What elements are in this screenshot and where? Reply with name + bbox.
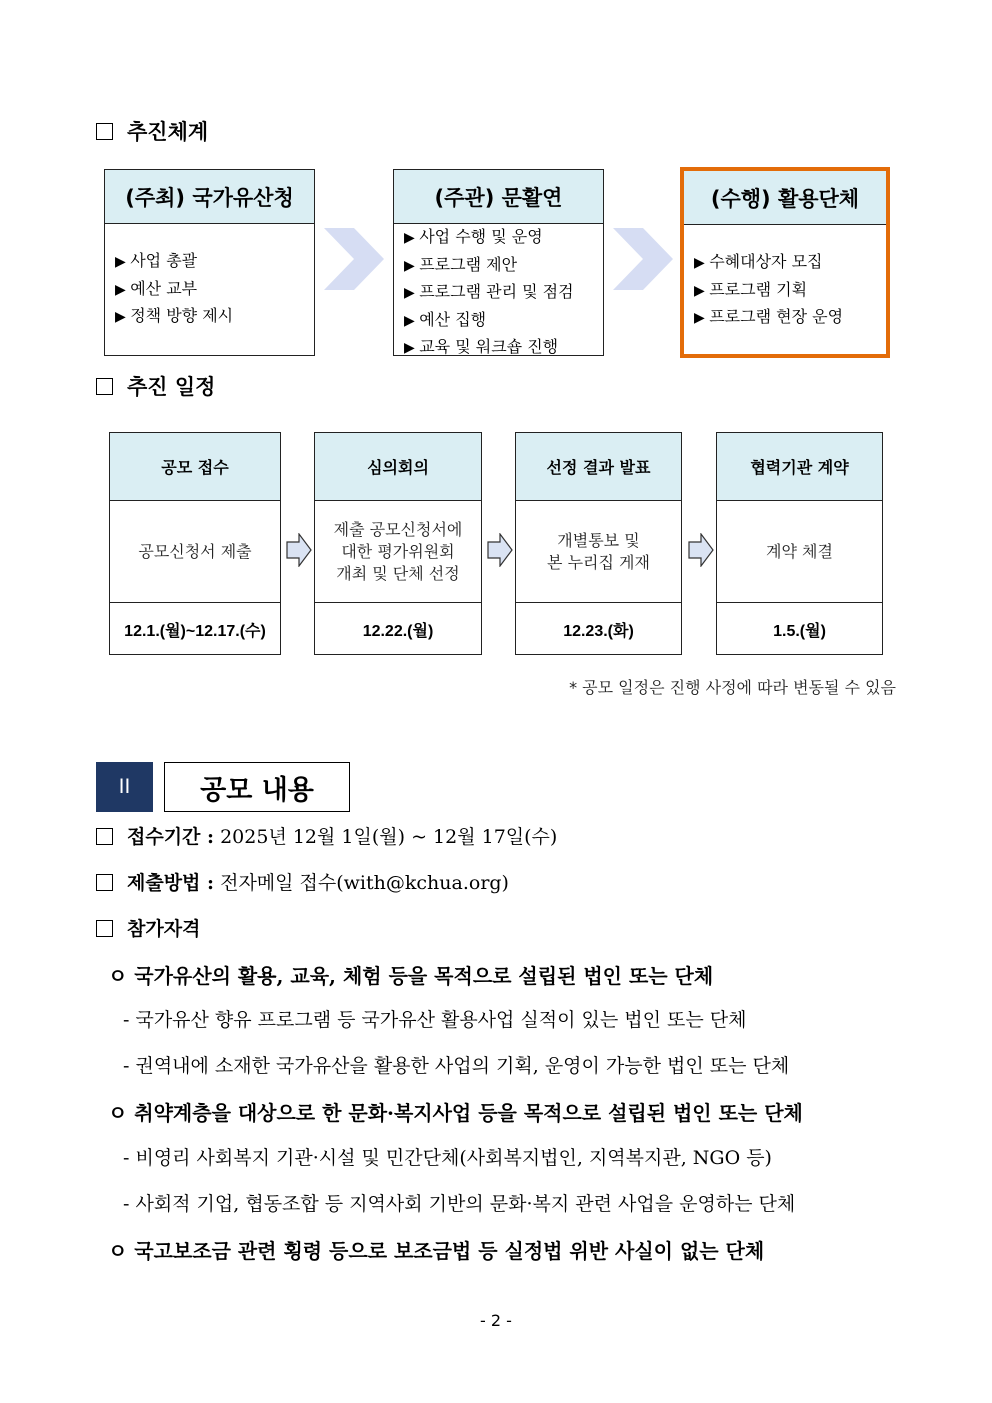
org-item: ▶ 사업 총괄: [115, 248, 314, 276]
eligibility-sub-item: - 국가유산 향유 프로그램 등 국가유산 활용사업 실적이 있는 법인 또는 단체: [123, 1009, 747, 1031]
checkbox-square-icon: [96, 123, 113, 140]
schedule-step-title: 심의회의: [315, 433, 481, 501]
eligibility-sub-item: - 권역내에 소재한 국가유산을 활용한 사업의 기획, 운영이 가능한 법인 또는 단체: [123, 1055, 790, 1077]
org-items: [684, 225, 886, 332]
schedule-step-desc: 개별통보 및 본 누리집 게재: [516, 501, 681, 603]
schedule-step-desc: 계약 체결: [717, 501, 882, 603]
checkbox-square-icon: [96, 874, 113, 891]
org-title: (주최) 국가유산청: [105, 170, 314, 224]
schedule-step-date: 12.22.(월): [362, 622, 434, 640]
org-item: ▶ 예산 집행: [404, 307, 603, 335]
schedule-step: [314, 432, 482, 655]
arrow-right-icon: [286, 533, 312, 567]
schedule-step-title: 선정 결과 발표: [516, 433, 681, 501]
org-item: ▶ 예산 교부: [115, 276, 314, 304]
org-items: [394, 224, 603, 362]
chevron-right-icon: [324, 228, 384, 290]
schedule-step-title: 협력기관 계약: [717, 433, 882, 501]
method-line: 제출방법 : 전자메일 접수(with@kchua.org): [96, 868, 509, 895]
org-title: (주관) 문활연: [394, 170, 603, 224]
eligibility-main-item: ㅇ 국가유산의 활용, 교육, 체험 등을 목적으로 설립된 법인 또는 단체: [108, 964, 714, 988]
checkbox-square-icon: [96, 378, 113, 395]
org-item: ▶ 프로그램 제안: [404, 252, 603, 280]
eligibility-main-item: ㅇ 국고보조금 관련 횡령 등으로 보조금법 등 실정법 위반 사실이 없는 단체: [108, 1239, 765, 1263]
schedule-step-date: 1.5.(월): [773, 622, 826, 640]
arrow-right-icon: [487, 533, 513, 567]
org-item: ▶ 교육 및 워크숍 진행: [404, 334, 603, 362]
org-title: (수행) 활용단체: [684, 171, 886, 225]
org-item: ▶ 사업 수행 및 운영: [404, 224, 603, 252]
schedule-step: [515, 432, 682, 655]
org-item: ▶ 프로그램 기획: [694, 277, 886, 305]
org-item: ▶ 수혜대상자 모집: [694, 249, 886, 277]
schedule-step-date: 12.1.(월)~12.17.(수): [124, 622, 266, 640]
chevron-right-icon: [613, 228, 673, 290]
chapter-title: 공모 내용: [164, 762, 350, 812]
eligibility-sub-item: - 사회적 기업, 협동조합 등 지역사회 기반의 문화·복지 관련 사업을 운영하는 단체: [123, 1193, 796, 1215]
period-line: 접수기간 : 2025년 12월 1일(월) ~ 12월 17일(수): [96, 822, 557, 849]
schedule-step-desc: 제출 공모신청서에 대한 평가위원회 개최 및 단체 선정: [315, 501, 481, 603]
eligibility-heading: 참가자격: [96, 914, 200, 941]
schedule-step: [109, 432, 281, 655]
schedule-step-date: 12.23.(화): [563, 622, 634, 640]
org-items: [105, 224, 314, 331]
page-number: - 2 -: [480, 1311, 512, 1330]
eligibility-sub-item: - 비영리 사회복지 기관·시설 및 민간단체(사회복지법인, 지역복지관, NGO 등): [123, 1147, 772, 1169]
org-box-host: [104, 169, 315, 356]
chapter-number-badge: II: [96, 762, 153, 812]
org-item: ▶ 정책 방향 제시: [115, 303, 314, 331]
schedule-step: [716, 432, 883, 655]
section-heading-schedule: 추진 일정: [96, 371, 215, 401]
org-item: ▶ 프로그램 관리 및 점검: [404, 279, 603, 307]
eligibility-main-item: ㅇ 취약계층을 대상으로 한 문화·복지사업 등을 목적으로 설립된 법인 또는 단체: [108, 1101, 803, 1125]
schedule-note: * 공모 일정은 진행 사정에 따라 변동될 수 있음: [569, 678, 896, 697]
arrow-right-icon: [688, 533, 714, 567]
org-box-organizer: [393, 169, 604, 356]
checkbox-square-icon: [96, 920, 113, 937]
schedule-step-title: 공모 접수: [110, 433, 280, 501]
org-box-performer: [680, 167, 890, 358]
org-item: ▶ 프로그램 현장 운영: [694, 304, 886, 332]
checkbox-square-icon: [96, 828, 113, 845]
schedule-step-desc: 공모신청서 제출: [110, 501, 280, 603]
section-heading-org: 추진체계: [96, 116, 208, 146]
